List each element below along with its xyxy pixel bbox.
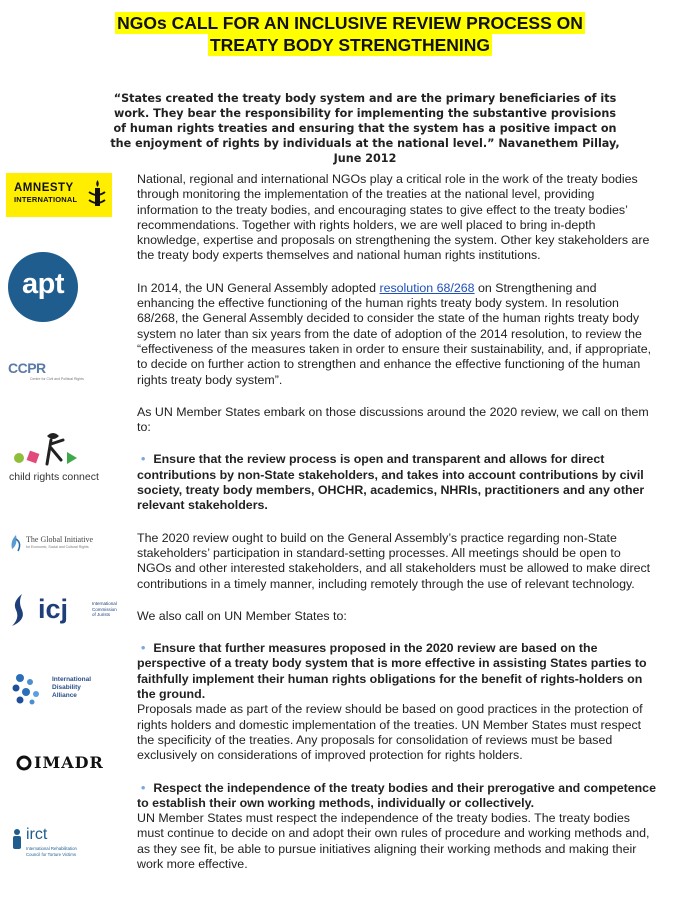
- irct-figure-icon: [10, 828, 24, 850]
- imadr-logo: [16, 752, 116, 778]
- bullet-marker: •: [141, 780, 146, 795]
- apt-logo: [8, 252, 78, 322]
- irct-sub-2: Council for Torture Victims: [26, 851, 76, 857]
- child-rights-connect-logo: [6, 430, 131, 486]
- bullet-open-review-text: Ensure that the review process is open and transparent and allows for direct contributions by non-State stakeholders, and takes into account contributions by civil society, treaty body members, OHCHR, academics, NHRIs, practitioners and any other relevant stakeholders.: [137, 452, 645, 513]
- ida-dots-icon: [10, 672, 42, 706]
- icj-sub-3: of Jurists: [92, 612, 111, 617]
- paragraph-resolution-end: on Strengthening and enhancing the effective functioning of the human rights treaty body system. In resolution 68/268, the General Assembly decided to consider the state of the human rights treaty body system no later than six years from the date of adoption of the 2014 resolution, to review the “effectiveness of the measures taken in order to ensure their sustainability, and, if appropriate, to decide on further action to strengthen and enhance the effective functioning of the human rights treaty body system”.: [137, 280, 652, 387]
- global-initiative-logo: [8, 531, 128, 557]
- ida-line-3: Alliance: [52, 692, 77, 699]
- amnesty-logo: [6, 173, 112, 217]
- icj-logo-mark: icj: [38, 594, 69, 624]
- bullet-open-review: [137, 452, 657, 513]
- title-line-2: TREATY BODY STRENGTHENING: [209, 35, 491, 55]
- pillay-quote: “States created the treaty body system and are the primary beneficiaries of its work. They bear the responsibility for implementing the substantive provisions of human rights treaties and ensuring that the system has a positive impact on the enjoyment of rights by individuals at the national level.” Navanethem Pillay, June 2012: [110, 92, 620, 165]
- amnesty-logo-line2: INTERNATIONAL: [14, 195, 78, 204]
- document-body: [137, 172, 657, 872]
- imadr-circle-icon: [16, 755, 32, 771]
- paragraph-ngo-role: National, regional and international NGOs play a critical role in the work of the treaty bodies through monitoring the implementation of the treaties at the national level, providing information to the treaty bodies, and encouraging states to give effect to the treaty bodies’ recommendations. Together with rights holders, we are well placed to bring in-depth knowledge, expertise and proposals on strengthening the system. Other key stakeholders are the treaty body experts themselves and national human rights institutions.: [137, 172, 650, 263]
- globe-icon: [8, 533, 24, 553]
- paragraph-call-intro: As UN Member States embark on those discussions around the 2020 review, we call on them to:: [137, 404, 649, 435]
- apt-logo-text: apt: [22, 268, 64, 300]
- child-figure-icon: [11, 430, 81, 470]
- icj-logo: [8, 590, 133, 632]
- paragraph-resolution: [137, 281, 657, 388]
- paragraph-good-practices: Proposals made as part of the review should be based on good practices in the protection of rights holders and domestic implementation of the treaties. UN Member States must respect the specificity of the treaties. Any proposals for consolidation of reviews must be based exclusively on considerations of improved protection for rights holders.: [137, 702, 643, 763]
- ida-line-1: International: [52, 676, 92, 683]
- paragraph-standard-setting: The 2020 review ought to build on the General Assembly’s practice regarding non-State stakeholders’ participation in standard-setting processes. All meetings should be open to NGOs and other interested stakeholders, and all stakeholders must be allowed to make direct contributions in a timely manner, including remotely through the use of relevant technology.: [137, 530, 651, 591]
- global-initiative-line1: The Global Initiative: [26, 535, 94, 544]
- bullet-marker: •: [141, 641, 146, 656]
- ccpr-logo-mark: CCPR: [8, 360, 46, 376]
- bullet-independence: [137, 781, 657, 812]
- child-rights-connect-text: child rights connect: [9, 471, 99, 483]
- paragraph-independence: UN Member States must respect the independence of the treaty bodies. The treaty bodies must continue to decide on and adopt their own rules of procedure and working methods and, as they see fit, be able to pursue initiatives aligning their working methods and making their work more effective.: [137, 811, 650, 871]
- bullet-independence-text: Respect the independence of the treaty bodies and their prerogative and competence to establish their own working methods, individually or collectively.: [137, 780, 656, 810]
- irct-logo-mark: irct: [26, 826, 48, 843]
- bullet-marker: •: [141, 452, 146, 467]
- irct-logo: [10, 826, 130, 866]
- resolution-link[interactable]: resolution 68/268: [379, 280, 475, 295]
- bullet-effective-system-text: Ensure that further measures proposed in the 2020 review are based on the perspective of a treaty body system that is more effective in assisting States parties to faithfully implement their human rights obligations for the benefit of rights-holders on the ground.: [137, 641, 647, 702]
- bullet-effective-system: [137, 641, 657, 702]
- icj-sub-2: Commission: [92, 606, 117, 612]
- ida-logo: [10, 672, 130, 708]
- ida-line-2: Disability: [52, 684, 81, 691]
- amnesty-logo-line1: AMNESTY: [14, 182, 74, 194]
- imadr-logo-text: IMADR: [34, 753, 104, 772]
- title-line-1: NGOs CALL FOR AN INCLUSIVE REVIEW PROCESS ON: [117, 13, 583, 33]
- candle-icon: [86, 178, 108, 212]
- ccpr-logo-sub: Centre for Civil and Political Rights: [30, 377, 84, 381]
- paragraph-resolution-start: In 2014, the UN General Assembly adopted: [137, 280, 380, 295]
- paragraph-also-call: We also call on UN Member States to:: [137, 608, 347, 623]
- irct-sub-1: International Rehabilitation: [26, 846, 77, 851]
- ccpr-logo: [8, 360, 133, 390]
- logos-column: [0, 0, 130, 913]
- icj-swirl-icon: [8, 592, 30, 628]
- global-initiative-line2: for Economic, Social and Cultural Rights: [26, 545, 89, 549]
- icj-sub-1: International: [92, 601, 117, 606]
